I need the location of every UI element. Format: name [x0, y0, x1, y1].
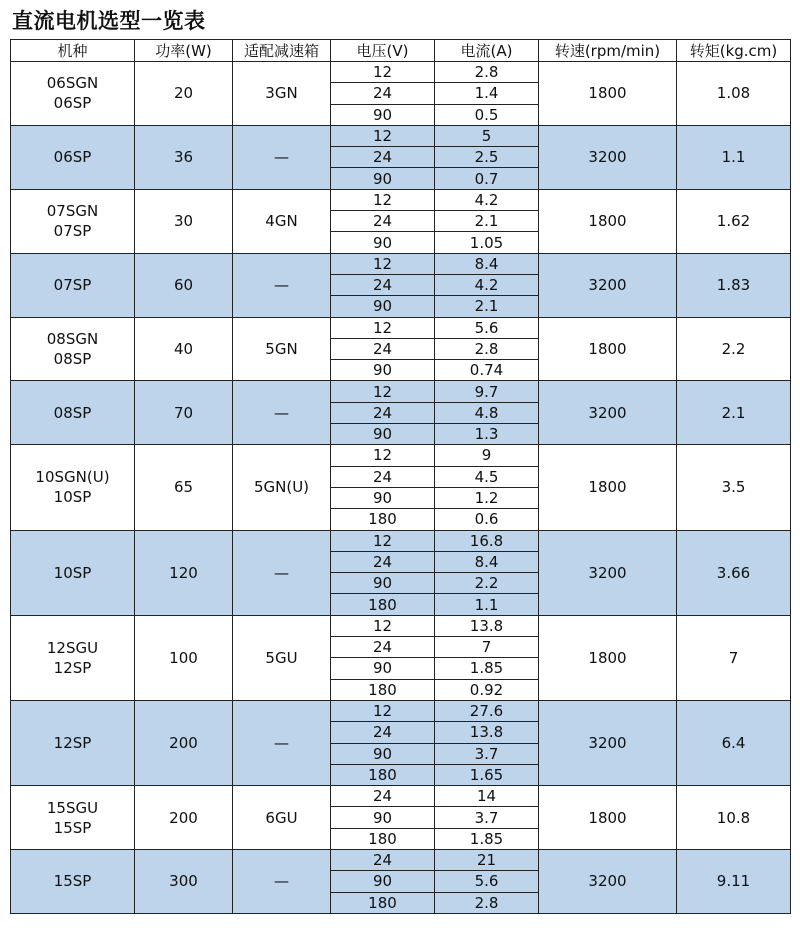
current-cell: 9: [435, 445, 539, 466]
voltage-cell: 24: [331, 274, 435, 295]
model-name: 07SP: [53, 276, 92, 295]
current-cell: 4.2: [435, 189, 539, 210]
torque-cell: 1.1: [677, 125, 791, 189]
gearbox-cell: 5GU: [233, 615, 331, 700]
voltage-cell: 12: [331, 530, 435, 551]
current-cell: 5: [435, 125, 539, 146]
table-row: [11, 849, 791, 870]
voltage-cell: 90: [331, 168, 435, 189]
current-cell: 2.8: [435, 338, 539, 359]
model-name: 07SGN: [46, 202, 99, 221]
voltage-cell: 90: [331, 573, 435, 594]
torque-cell: 1.83: [677, 253, 791, 317]
current-cell: 0.6: [435, 509, 539, 530]
current-cell: 0.7: [435, 168, 539, 189]
torque-cell: 9.11: [677, 849, 791, 913]
voltage-cell: 180: [331, 828, 435, 849]
current-cell: 21: [435, 849, 539, 870]
motor-selection-table: [10, 39, 791, 914]
gearbox-cell: —: [233, 125, 331, 189]
current-cell: 2.1: [435, 296, 539, 317]
current-cell: 3.7: [435, 743, 539, 764]
header-torque: 转矩(kg.cm): [677, 40, 791, 62]
voltage-cell: 12: [331, 615, 435, 636]
current-cell: 27.6: [435, 700, 539, 721]
table-row: [11, 62, 791, 83]
voltage-cell: 180: [331, 679, 435, 700]
voltage-cell: 180: [331, 594, 435, 615]
voltage-cell: 24: [331, 466, 435, 487]
model-cell: [11, 189, 135, 253]
torque-cell: 6.4: [677, 700, 791, 785]
power-cell: 300: [135, 849, 233, 913]
torque-cell: 3.5: [677, 445, 791, 530]
torque-cell: 1.08: [677, 62, 791, 126]
table-row: [11, 615, 791, 636]
torque-cell: 10.8: [677, 786, 791, 850]
current-cell: 1.1: [435, 594, 539, 615]
current-cell: 0.92: [435, 679, 539, 700]
voltage-cell: 12: [331, 700, 435, 721]
voltage-cell: 12: [331, 317, 435, 338]
voltage-cell: 180: [331, 892, 435, 913]
model-cell: [11, 253, 135, 317]
header-current: 电流(A): [435, 40, 539, 62]
torque-cell: 2.2: [677, 317, 791, 381]
current-cell: 9.7: [435, 381, 539, 402]
gearbox-cell: 4GN: [233, 189, 331, 253]
speed-cell: 3200: [539, 125, 677, 189]
voltage-cell: 90: [331, 658, 435, 679]
current-cell: 1.4: [435, 83, 539, 104]
speed-cell: 3200: [539, 700, 677, 785]
table-row: [11, 381, 791, 402]
model-cell: [11, 445, 135, 530]
speed-cell: 3200: [539, 849, 677, 913]
table-row: [11, 445, 791, 466]
current-cell: 2.8: [435, 892, 539, 913]
gearbox-cell: 5GN(U): [233, 445, 331, 530]
model-cell: [11, 317, 135, 381]
voltage-cell: 180: [331, 509, 435, 530]
gearbox-cell: —: [233, 530, 331, 615]
voltage-cell: 90: [331, 487, 435, 508]
model-name: 08SP: [53, 350, 92, 368]
current-cell: 13.8: [435, 722, 539, 743]
power-cell: 65: [135, 445, 233, 530]
model-name: 06SP: [53, 94, 92, 113]
voltage-cell: 24: [331, 147, 435, 168]
header-voltage: 电压(V): [331, 40, 435, 62]
current-cell: 7: [435, 637, 539, 658]
model-name: 15SP: [53, 872, 92, 891]
torque-cell: 7: [677, 615, 791, 700]
torque-cell: 2.1: [677, 381, 791, 445]
table-body: [11, 62, 791, 914]
gearbox-cell: 6GU: [233, 786, 331, 850]
voltage-cell: 24: [331, 722, 435, 743]
current-cell: 8.4: [435, 551, 539, 572]
voltage-cell: 90: [331, 296, 435, 317]
speed-cell: 3200: [539, 253, 677, 317]
speed-cell: 1800: [539, 445, 677, 530]
current-cell: 2.5: [435, 147, 539, 168]
gearbox-cell: —: [233, 381, 331, 445]
power-cell: 36: [135, 125, 233, 189]
voltage-cell: 90: [331, 232, 435, 253]
voltage-cell: 24: [331, 402, 435, 423]
model-name: 07SP: [53, 222, 92, 241]
voltage-cell: 180: [331, 764, 435, 785]
current-cell: 1.85: [435, 658, 539, 679]
voltage-cell: 24: [331, 786, 435, 807]
model-cell: [11, 530, 135, 615]
model-name: 15SGU: [46, 798, 99, 817]
voltage-cell: 12: [331, 253, 435, 274]
current-cell: 16.8: [435, 530, 539, 551]
model-cell: [11, 125, 135, 189]
current-cell: 0.5: [435, 104, 539, 125]
model-name: 08SP: [53, 403, 92, 422]
voltage-cell: 90: [331, 424, 435, 445]
voltage-cell: 24: [331, 211, 435, 232]
power-cell: 30: [135, 189, 233, 253]
voltage-cell: 24: [331, 637, 435, 658]
model-name: 12SP: [53, 734, 92, 752]
model-name: 08SGN: [46, 330, 99, 348]
voltage-cell: 24: [331, 338, 435, 359]
model-name: 12SGU: [46, 638, 99, 657]
current-cell: 2.1: [435, 211, 539, 232]
gearbox-cell: —: [233, 849, 331, 913]
table-row: [11, 700, 791, 721]
voltage-cell: 90: [331, 360, 435, 381]
current-cell: 1.65: [435, 764, 539, 785]
power-cell: 20: [135, 62, 233, 126]
current-cell: 1.3: [435, 424, 539, 445]
current-cell: 2.8: [435, 62, 539, 83]
table-row: [11, 125, 791, 146]
power-cell: 200: [135, 700, 233, 785]
voltage-cell: 90: [331, 743, 435, 764]
model-name: 10SP: [53, 563, 92, 582]
current-cell: 1.05: [435, 232, 539, 253]
power-cell: 60: [135, 253, 233, 317]
power-cell: 120: [135, 530, 233, 615]
current-cell: 1.2: [435, 487, 539, 508]
model-cell: [11, 700, 135, 785]
gearbox-cell: 5GN: [233, 317, 331, 381]
current-cell: 4.8: [435, 402, 539, 423]
torque-cell: 1.62: [677, 189, 791, 253]
voltage-cell: 12: [331, 189, 435, 210]
table-header: [11, 40, 791, 62]
current-cell: 4.2: [435, 274, 539, 295]
voltage-cell: 24: [331, 551, 435, 572]
speed-cell: 1800: [539, 189, 677, 253]
current-cell: 2.2: [435, 573, 539, 594]
table-row: [11, 253, 791, 274]
current-cell: 4.5: [435, 466, 539, 487]
speed-cell: 3200: [539, 530, 677, 615]
page-title: 直流电机选型一览表: [12, 9, 206, 33]
power-cell: 70: [135, 381, 233, 445]
header-row: [11, 40, 791, 62]
power-cell: 100: [135, 615, 233, 700]
model-name: 06SGN: [46, 74, 99, 93]
power-cell: 40: [135, 317, 233, 381]
current-cell: 14: [435, 786, 539, 807]
current-cell: 1.85: [435, 828, 539, 849]
model-name: 15SP: [53, 818, 92, 837]
model-name: 12SP: [53, 658, 92, 677]
voltage-cell: 24: [331, 849, 435, 870]
table-row: [11, 786, 791, 807]
voltage-cell: 12: [331, 445, 435, 466]
current-cell: 5.6: [435, 317, 539, 338]
header-model: 机种: [11, 40, 135, 62]
model-name: 10SGN(U): [35, 468, 110, 487]
model-cell: [11, 62, 135, 126]
model-cell: [11, 849, 135, 913]
header-gearbox: 适配减速箱: [233, 40, 331, 62]
voltage-cell: 12: [331, 125, 435, 146]
voltage-cell: 90: [331, 807, 435, 828]
speed-cell: 1800: [539, 786, 677, 850]
voltage-cell: 24: [331, 83, 435, 104]
table-row: [11, 317, 791, 338]
table-row: [11, 530, 791, 551]
model-name: 10SP: [53, 488, 92, 507]
power-cell: 200: [135, 786, 233, 850]
current-cell: 3.7: [435, 807, 539, 828]
torque-cell: 3.66: [677, 530, 791, 615]
current-cell: 8.4: [435, 253, 539, 274]
speed-cell: 1800: [539, 615, 677, 700]
speed-cell: 3200: [539, 381, 677, 445]
model-cell: [11, 615, 135, 700]
current-cell: 13.8: [435, 615, 539, 636]
header-power: 功率(W): [135, 40, 233, 62]
current-cell: 5.6: [435, 871, 539, 892]
gearbox-cell: —: [233, 253, 331, 317]
voltage-cell: 12: [331, 62, 435, 83]
voltage-cell: 12: [331, 381, 435, 402]
speed-cell: 1800: [539, 317, 677, 381]
model-cell: [11, 381, 135, 445]
voltage-cell: 90: [331, 871, 435, 892]
model-name: 06SP: [53, 148, 92, 167]
current-cell: 0.74: [435, 360, 539, 381]
table-row: [11, 189, 791, 210]
speed-cell: 1800: [539, 62, 677, 126]
voltage-cell: 90: [331, 104, 435, 125]
gearbox-cell: —: [233, 700, 331, 785]
model-cell: [11, 786, 135, 850]
header-speed: 转速(rpm/min): [539, 40, 677, 62]
gearbox-cell: 3GN: [233, 62, 331, 126]
